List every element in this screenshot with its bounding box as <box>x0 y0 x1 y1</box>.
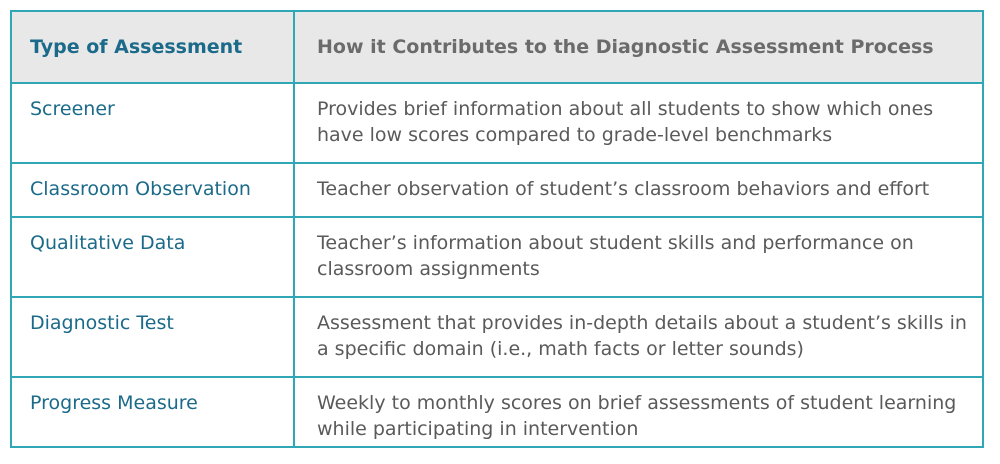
table-row <box>12 163 982 217</box>
column-header-contribution: How it Contributes to the Diagnostic Assessment Process <box>294 12 982 83</box>
table-row <box>12 297 982 377</box>
assessment-table <box>12 12 982 446</box>
table-header <box>12 12 982 83</box>
table-row <box>12 83 982 163</box>
assessment-type-cell: Qualitative Data <box>12 217 294 297</box>
assessment-type-cell: Screener <box>12 83 294 163</box>
assessment-description-cell: Provides brief information about all students to show which ones have low scores compared to grade-level benchmarks <box>294 83 982 163</box>
assessment-description-cell: Weekly to monthly scores on brief assessments of student learning while participating in intervention <box>294 377 982 446</box>
assessment-type-cell: Diagnostic Test <box>12 297 294 377</box>
assessment-description-cell: Assessment that provides in-depth details about a student’s skills in a specific domain (i.e., math facts or letter sounds) <box>294 297 982 377</box>
assessment-type-cell: Classroom Observation <box>12 163 294 217</box>
table-row <box>12 217 982 297</box>
assessment-type-cell: Progress Measure <box>12 377 294 446</box>
assessment-description-cell: Teacher observation of student’s classroom behaviors and effort <box>294 163 982 217</box>
assessment-table-container <box>10 10 984 448</box>
table-row <box>12 377 982 446</box>
assessment-description-cell: Teacher’s information about student skills and performance on classroom assignments <box>294 217 982 297</box>
column-header-type: Type of Assessment <box>12 12 294 83</box>
table-body <box>12 83 982 446</box>
header-row <box>12 12 982 83</box>
